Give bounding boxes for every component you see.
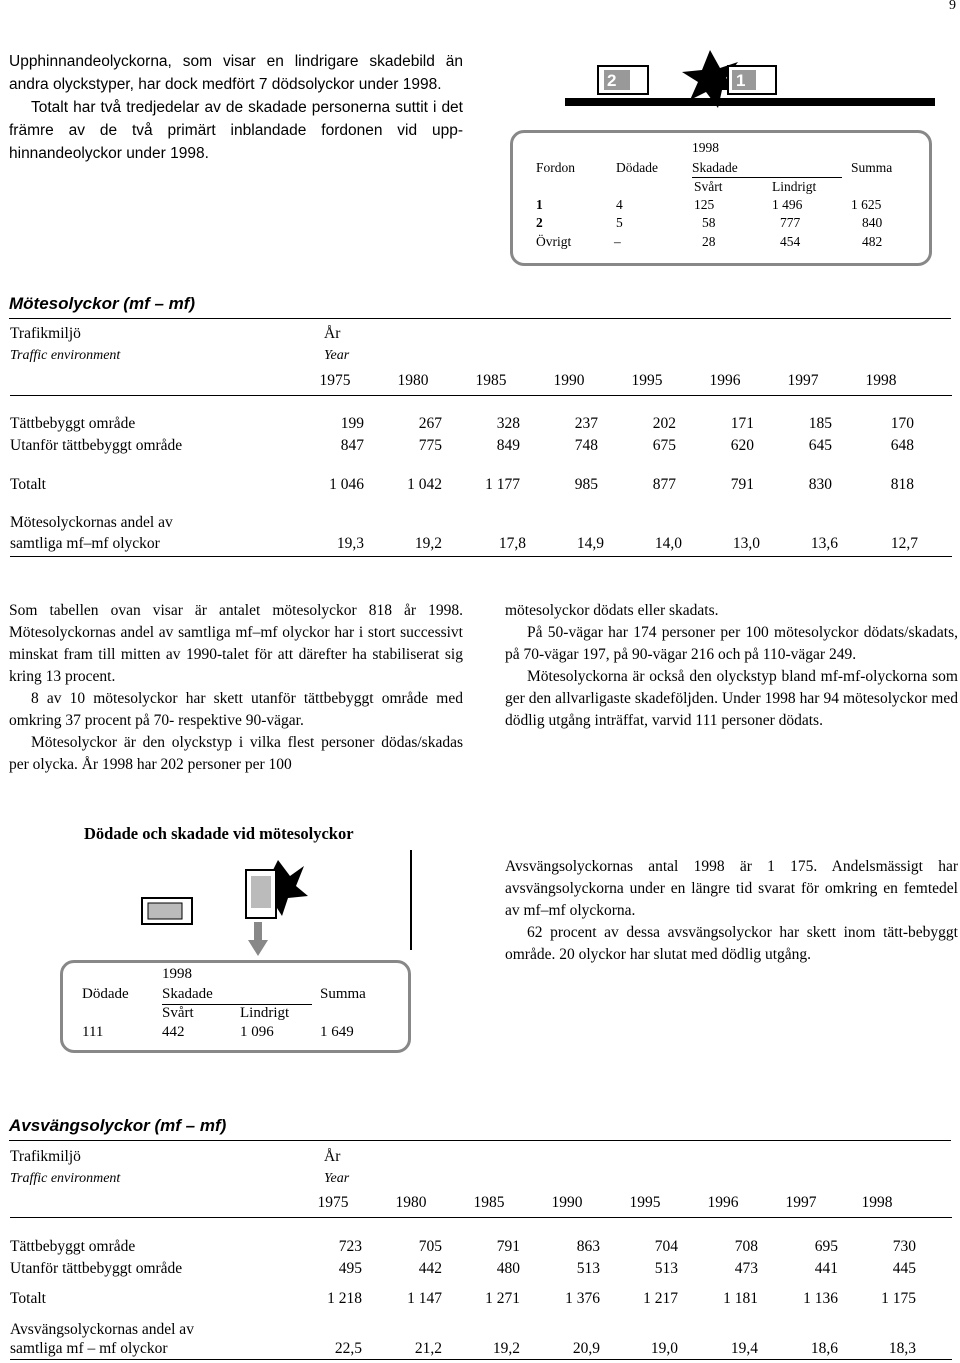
share-label-2: samtliga mf–mf olyckor xyxy=(10,535,160,552)
arrow-down-icon xyxy=(248,940,268,956)
cell: 20,9 xyxy=(572,1340,600,1357)
road-line xyxy=(565,98,935,106)
head-on-years-row xyxy=(10,372,950,392)
rear-end-col-serious: Svårt xyxy=(694,179,723,194)
cell: 441 xyxy=(814,1260,838,1277)
rear-end-row-1-vehicle: 1 xyxy=(536,197,543,212)
cell: 648 xyxy=(890,437,914,454)
turning-year-1996: 1996 xyxy=(707,1194,739,1211)
row-label: Utanför tättbebyggt område xyxy=(10,1260,183,1277)
cell: 1 147 xyxy=(407,1290,442,1307)
rear-end-row-1-serious: 125 xyxy=(694,197,715,212)
turning-year-en: Year xyxy=(324,1171,350,1186)
rear-end-row-3-killed: – xyxy=(614,234,621,249)
turning-year-1997: 1997 xyxy=(785,1194,817,1211)
cell: 730 xyxy=(892,1238,916,1255)
casualty-serious-value: 442 xyxy=(162,1024,185,1040)
share-label-1: Avsvängsolyckornas andel av xyxy=(10,1321,194,1338)
head-on-illustration xyxy=(118,850,418,958)
casualty-minor-value: 1 096 xyxy=(240,1024,274,1040)
cell: 267 xyxy=(418,415,442,432)
cell: 202 xyxy=(652,415,676,432)
turning-table xyxy=(10,1148,950,1360)
cell: 21,2 xyxy=(414,1340,442,1357)
cell: 237 xyxy=(574,415,598,432)
head-on-bottom-rule xyxy=(10,556,952,557)
casualty-killed-label: Dödade xyxy=(82,986,129,1002)
mid-right-paragraph-2: På 50-vägar har 174 personer per 100 mötesolyckor dödats/skadats, på 70-vägar 197, på 90-vägar 216 och på 110-vägar 249. xyxy=(505,624,958,663)
cell: 849 xyxy=(496,437,520,454)
head-on-year-1997: 1997 xyxy=(787,372,819,389)
table-row xyxy=(10,415,950,435)
rear-end-row-2-serious: 58 xyxy=(702,215,716,230)
cell: 185 xyxy=(808,415,832,432)
cell: 18,6 xyxy=(810,1340,838,1357)
cell: 645 xyxy=(808,437,832,454)
cell: 748 xyxy=(574,437,598,454)
turning-year-sv: År xyxy=(324,1148,341,1165)
cell: 13,6 xyxy=(810,535,838,552)
cell: 14,9 xyxy=(576,535,604,552)
cell: 863 xyxy=(576,1238,600,1255)
turning-year-1975: 1975 xyxy=(317,1194,349,1211)
car-left-window xyxy=(148,903,182,919)
car-1-label: 1 xyxy=(736,71,746,90)
turning-text xyxy=(505,856,958,966)
cell: 695 xyxy=(814,1238,838,1255)
table-row xyxy=(10,476,950,496)
cell: 818 xyxy=(890,476,914,493)
turning-years-row xyxy=(10,1194,950,1214)
casualty-total-label: Summa xyxy=(320,986,366,1002)
cell: 1 175 xyxy=(881,1290,916,1307)
turning-year-1990: 1990 xyxy=(551,1194,583,1211)
head-on-label-en: Traffic environment xyxy=(10,348,121,363)
intro-text xyxy=(9,50,463,165)
table-row xyxy=(10,437,950,457)
cell: 775 xyxy=(418,437,442,454)
mid-left-paragraph-2: 8 av 10 mötesolyckor har skett utanför tättbebyggt område med omkring 37 procent på 70- respektive 90-vägar. xyxy=(9,690,463,729)
casualty-minor-label: Lindrigt xyxy=(240,1005,290,1021)
rear-end-row-3-total: 482 xyxy=(862,234,883,249)
mid-right-paragraph-1: mötesolyckor dödats eller skadats. xyxy=(505,602,719,619)
cell: 1 181 xyxy=(723,1290,758,1307)
rear-end-year: 1998 xyxy=(692,140,719,155)
intro-paragraph-2: Totalt har två tredjedelar av de skadade personerna suttit i det främre av de två primärt inblandade fordonen vid upp-hinnandeolyckor under 1998. xyxy=(9,99,463,162)
rear-end-row-1-killed: 4 xyxy=(616,197,623,212)
head-on-year-1996: 1996 xyxy=(709,372,741,389)
head-on-top-rule xyxy=(9,318,951,319)
head-on-year-1985: 1985 xyxy=(475,372,507,389)
injured-underline xyxy=(692,177,842,178)
cell: 877 xyxy=(652,476,676,493)
cell: 723 xyxy=(338,1238,362,1255)
rear-end-col-vehicle: Fordon xyxy=(536,160,576,175)
cell: 791 xyxy=(730,476,754,493)
rear-end-row-2-killed: 5 xyxy=(616,215,623,230)
turning-heading: Avsvängsolyckor (mf – mf) xyxy=(9,1116,227,1135)
cell: 18,3 xyxy=(888,1340,916,1357)
cell: 19,2 xyxy=(492,1340,520,1357)
casualty-table xyxy=(60,960,410,1052)
head-on-year-en: Year xyxy=(324,348,350,363)
mid-right-text xyxy=(505,600,958,732)
cell: 495 xyxy=(338,1260,362,1277)
turning-top-rule xyxy=(9,1140,951,1141)
cell: 442 xyxy=(418,1260,442,1277)
cell: 513 xyxy=(654,1260,678,1277)
turning-header-rule xyxy=(10,1217,952,1218)
page-number: 9 xyxy=(949,0,956,13)
cell: 19,3 xyxy=(336,535,364,552)
cell: 13,0 xyxy=(732,535,760,552)
rear-end-row-1-total: 1 625 xyxy=(851,197,882,212)
turning-label-sv: Trafikmiljö xyxy=(10,1148,81,1165)
cell: 19,0 xyxy=(650,1340,678,1357)
casualty-box-title: Dödade och skadade vid mötesolyckor xyxy=(84,824,354,843)
mid-left-paragraph-3: Mötesolyckor är den olyckstyp i vilka flest personer dödas/skadas per olycka. År 1998 har 202 personer per 100 xyxy=(9,734,463,773)
cell: 171 xyxy=(730,415,754,432)
cell: 14,0 xyxy=(654,535,682,552)
cell: 1 218 xyxy=(327,1290,362,1307)
cell: 705 xyxy=(418,1238,442,1255)
head-on-year-1975: 1975 xyxy=(319,372,351,389)
casualty-year: 1998 xyxy=(162,966,192,982)
head-on-label-sv: Trafikmiljö xyxy=(10,325,81,342)
turning-label-en: Traffic environment xyxy=(10,1171,121,1186)
head-on-header-rule xyxy=(10,395,952,396)
cell: 480 xyxy=(496,1260,520,1277)
rear-end-row-3-vehicle: Övrigt xyxy=(536,234,572,249)
casualty-injured-label: Skadade xyxy=(162,986,213,1002)
row-label: Totalt xyxy=(10,1290,46,1307)
turning-year-1998: 1998 xyxy=(861,1194,893,1211)
rear-end-col-total: Summa xyxy=(851,160,893,175)
share-row xyxy=(10,535,950,555)
cell: 19,2 xyxy=(414,535,442,552)
casualty-total-value: 1 649 xyxy=(320,1024,354,1040)
casualty-serious-label: Svårt xyxy=(162,1005,194,1021)
turning-bottom-rule xyxy=(10,1359,952,1360)
cell: 1 271 xyxy=(485,1290,520,1307)
cell: 12,7 xyxy=(890,535,918,552)
car-right-window xyxy=(251,876,271,908)
row-label: Tättbebyggt område xyxy=(10,1238,136,1255)
casualty-killed-value: 111 xyxy=(82,1024,104,1040)
table-row xyxy=(10,1260,950,1280)
rear-end-row-1-minor: 1 496 xyxy=(772,197,803,212)
cell: 328 xyxy=(496,415,520,432)
cell: 22,5 xyxy=(334,1340,362,1357)
head-on-year-1990: 1990 xyxy=(553,372,585,389)
cell: 1 046 xyxy=(329,476,364,493)
turning-year-1995: 1995 xyxy=(629,1194,661,1211)
head-on-year-1980: 1980 xyxy=(397,372,429,389)
head-on-table xyxy=(10,325,950,557)
cell: 1 177 xyxy=(485,476,520,493)
cell: 985 xyxy=(574,476,598,493)
rear-end-col-injured: Skadade xyxy=(692,160,738,175)
turning-paragraph-2: 62 procent av dessa avsvängsolyckor har skett inom tätt-bebyggt område. 20 olyckor har slutat med dödlig utgång. xyxy=(505,924,958,963)
cell: 445 xyxy=(892,1260,916,1277)
head-on-year-1995: 1995 xyxy=(631,372,663,389)
rear-end-row-3-minor: 454 xyxy=(780,234,801,249)
cell: 1 217 xyxy=(643,1290,678,1307)
mid-left-paragraph-1: Som tabellen ovan visar är antalet mötesolyckor 818 år 1998. Mötesolyckornas andel av samtliga mf–mf olyckor har i stort successivt minskat fram till mitten av 1990-talet för att därefter ha stabiliserat sig kring 13 procent. xyxy=(9,602,463,685)
rear-end-row-2-total: 840 xyxy=(862,215,883,230)
cell: 675 xyxy=(652,437,676,454)
cell: 620 xyxy=(730,437,754,454)
rear-end-row-3-serious: 28 xyxy=(702,234,716,249)
row-label: Utanför tättbebyggt område xyxy=(10,437,183,454)
mid-left-text xyxy=(9,600,463,776)
head-on-year-sv: År xyxy=(324,325,341,342)
rear-end-table xyxy=(510,130,930,264)
cell: 170 xyxy=(890,415,914,432)
cell: 473 xyxy=(734,1260,758,1277)
rear-end-col-minor: Lindrigt xyxy=(772,179,817,194)
intro-paragraph-1: Upphinnandeolyckorna, som visar en lindrigare skadebild än andra olyckstyper, har dock medfört 7 dödsolyckor under 1998. xyxy=(9,53,463,93)
rear-end-col-killed: Dödade xyxy=(616,160,658,175)
head-on-heading: Mötesolyckor (mf – mf) xyxy=(9,294,196,313)
cell: 1 376 xyxy=(565,1290,600,1307)
share-row xyxy=(10,1340,950,1360)
head-on-year-1998: 1998 xyxy=(865,372,897,389)
share-label-2: samtliga mf – mf olyckor xyxy=(10,1340,168,1357)
cell: 513 xyxy=(576,1260,600,1277)
cell: 19,4 xyxy=(730,1340,758,1357)
turning-year-1985: 1985 xyxy=(473,1194,505,1211)
share-label-1: Mötesolyckornas andel av xyxy=(10,514,173,531)
car-2-label: 2 xyxy=(607,71,617,90)
row-label: Totalt xyxy=(10,476,46,493)
cell: 847 xyxy=(340,437,364,454)
cell: 1 136 xyxy=(803,1290,838,1307)
cell: 830 xyxy=(808,476,832,493)
cell: 791 xyxy=(496,1238,520,1255)
cell: 708 xyxy=(734,1238,758,1255)
table-row xyxy=(10,1290,950,1310)
row-label: Tättbebyggt område xyxy=(10,415,136,432)
rear-end-row-2-minor: 777 xyxy=(780,215,801,230)
cell: 704 xyxy=(654,1238,678,1255)
turning-year-1980: 1980 xyxy=(395,1194,427,1211)
table-row xyxy=(10,1238,950,1258)
rear-end-row-2-vehicle: 2 xyxy=(536,215,543,230)
cell: 1 042 xyxy=(407,476,442,493)
road-edge xyxy=(410,850,412,950)
cell: 199 xyxy=(340,415,364,432)
turning-paragraph-1: Avsvängsolyckornas antal 1998 är 1 175. Andelsmässigt har avsvängsolyckorna under en längre tid svarat för omkring en femtedel av mf–mf olyckorna. xyxy=(505,858,958,919)
mid-right-paragraph-3: Mötesolyckorna är också den olyckstyp bland mf-mf-olyckorna som ger den allvarligaste skadeföljden. Under 1998 har 94 mötesolyckor med dödlig utgång inträffat, varvid 111 personer dödats. xyxy=(505,668,958,729)
cell: 17,8 xyxy=(498,535,526,552)
rear-end-illustration xyxy=(560,50,940,130)
